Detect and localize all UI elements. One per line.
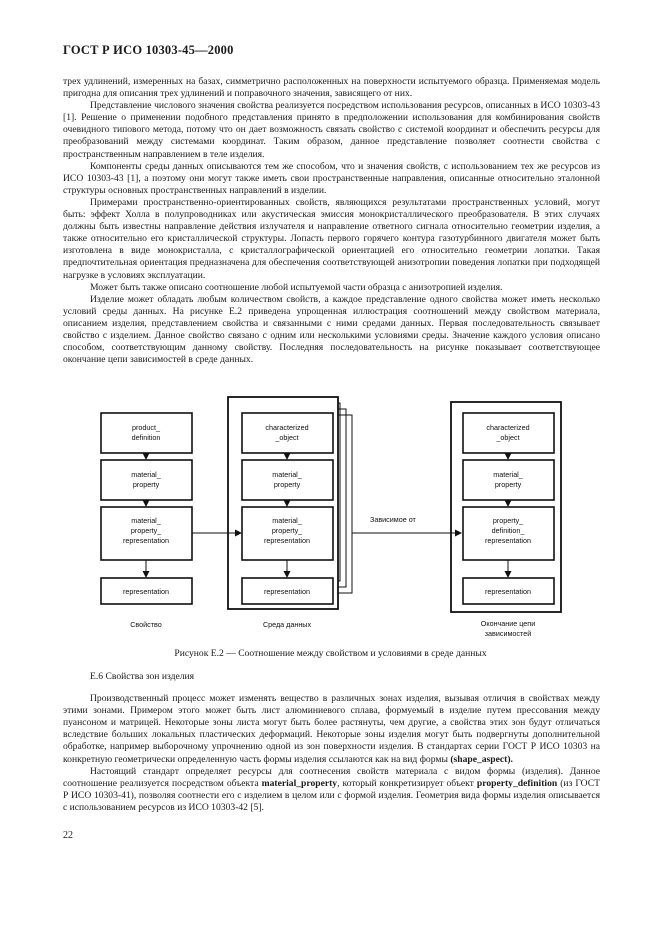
box-label: material_: [493, 470, 523, 479]
box-label: material_: [272, 470, 302, 479]
term: material_property: [261, 777, 338, 789]
paragraph: Изделие может обладать любым количеством свойств, а каждое представление одного свойства может иметь несколько условий среды данных. На рисунке Е.2 приведена упрощенная иллюстрация соотношений между свойством материала, описанием изделия, представлением свойства и связанными с ними средами данных. Первая последовательность связывает свойство с изделием. Данное свойство связано с одним или несколькими условиями среды. Значение каждого условия описано способом, соответствующим данному свойству. Последняя последовательность на рисунке показывает соответствующее окончание цепи зависимостей в среде данных.: [63, 293, 600, 366]
paragraph-text: (из ГОСТ Р ИСО 10303-41), позволяя соотнести его с изделием в целом или с формой изделия. Геометрия вида формы изделия описывается с использованием ресурсов из ИСО 10303-42 [5].: [63, 777, 600, 813]
column-label-chain-end: зависимостей: [484, 629, 532, 638]
box-label: property_: [130, 526, 162, 535]
box-label: definition: [131, 433, 161, 442]
box-label: material_: [131, 470, 161, 479]
body-text-bottom: [63, 671, 600, 814]
box-label: representation: [264, 587, 310, 596]
box-label: property_: [271, 526, 303, 535]
box-label: _object: [275, 433, 299, 442]
paragraph-text: Настоящий стандарт определяет ресурсы для соотнесения свойств материала с видом формы (изделия). Данное соотношение реализуется посредством объекта: [63, 765, 600, 789]
paragraph: [63, 693, 600, 766]
figure-caption: Рисунок Е.2 — Соотношение между свойством и условиями в среде данных: [174, 648, 487, 659]
box-label: _object: [496, 433, 520, 442]
column-label-property: Свойство: [130, 620, 162, 629]
column-label-environment: Среда данных: [262, 620, 312, 629]
box-label: characterized: [265, 423, 309, 432]
box-label: representation: [485, 536, 531, 545]
term: (shape_aspect).: [450, 753, 513, 765]
box-label: characterized: [486, 423, 530, 432]
box-label: product_: [132, 423, 160, 432]
box-label: representation: [123, 536, 169, 545]
box-label: representation: [485, 587, 531, 596]
box-label: definition_: [491, 526, 525, 535]
box-label: property: [494, 480, 522, 489]
box-label: property: [273, 480, 301, 489]
term: property_definition: [476, 777, 558, 789]
paragraph: Примерами пространственно-ориентированных свойств, являющихся результатами пространственных условий, могут быть: эффект Холла в полупроводниках или акустическая эмиссия монокристаллического преобразователя. В этих случаях должны быть известны направление действия излучателя и направление ответного сигнала относительно геометрии изделия, а также относительно его кристаллической структуры. Лопасть первого горячего контура газотурбинного двигателя может быть изготовлена в виде монокристалла, с кристаллографической ориентацией его относительно геометрии лопатки. Такая предпочтительная ориентация предназначена для обеспечения соответствующей анизотропии поведения лопатки при подходящей нагрузке в условиях эксплуатации.: [63, 196, 600, 281]
section-heading: Е.6 Свойства зон изделия: [90, 671, 195, 682]
box-label: property_: [492, 516, 524, 525]
dependency-arrow-label: Зависимое от: [370, 515, 416, 524]
box-label: material_: [131, 516, 161, 525]
paragraph: трех удлинений, измеренных на базах, симметрично расположенных на поверхности испытуемого образца. Применяемая модель пригодна для описания трех удлинений и поправочного значения, зависящего от них.: [63, 76, 600, 100]
paragraph: [63, 766, 600, 814]
box-label: property: [132, 480, 160, 489]
box-label: representation: [123, 587, 169, 596]
box-label: representation: [264, 536, 310, 545]
paragraph-text: Производственный процесс может изменять вещество в различных зонах изделия, вызывая отличия в свойствах между этими зонами. Примером этого может быть лист алюминиевого сплава, формуемый в изделие путем прессования между пуансоном и матрицей. Некоторые зоны листа могут быть более растянуты, чем другие, а свойства этих зон будут отличаться вследствие больших локальных пластических деформаций. Некоторые зоны изделия могут быть подвергнуты дополнительной обработке, например выборочному упрочнению одной из зон поверхности изделия. В стандартах серии ГОСТ Р ИСО 10303 на конкретную геометрически определенную часть формы изделия ссылаются как на вид формы: [63, 693, 600, 765]
paragraph: Может быть также описано соотношение любой испытуемой части образца с анизотропией изделия.: [90, 281, 503, 293]
paragraph: Компоненты среды данных описываются тем же способом, что и значения свойств, с использованием тех же ресурсов из ИСО 10303-43 [1], а поэтому они могут также иметь свои пространственные направления, описанные относительно эталонной структуры основных пространственных направлений в изделии.: [63, 160, 600, 196]
page-number: 22: [63, 830, 73, 841]
paragraph: Представление числового значения свойства реализуется посредством использования ресурсов, описанных в ИСО 10303-43 [1]. Решение о применении подобного представления принято в предположении использования для комбинирования свойств очевидного типового метода, потому что он дает возможность связать свойство с системой координат и обеспечить ресурсы для преобразований между системами координат. Таким образом, данное представление позволяет соотнести свойства с пространственным направлением в теле изделия.: [63, 100, 600, 160]
column-label-chain-end: Окончание цепи: [480, 619, 536, 628]
paragraph-text: , который конкретизирует объект: [337, 777, 474, 789]
box-label: material_: [272, 516, 302, 525]
page-header: ГОСТ Р ИСО 10303-45—2000: [63, 43, 234, 57]
